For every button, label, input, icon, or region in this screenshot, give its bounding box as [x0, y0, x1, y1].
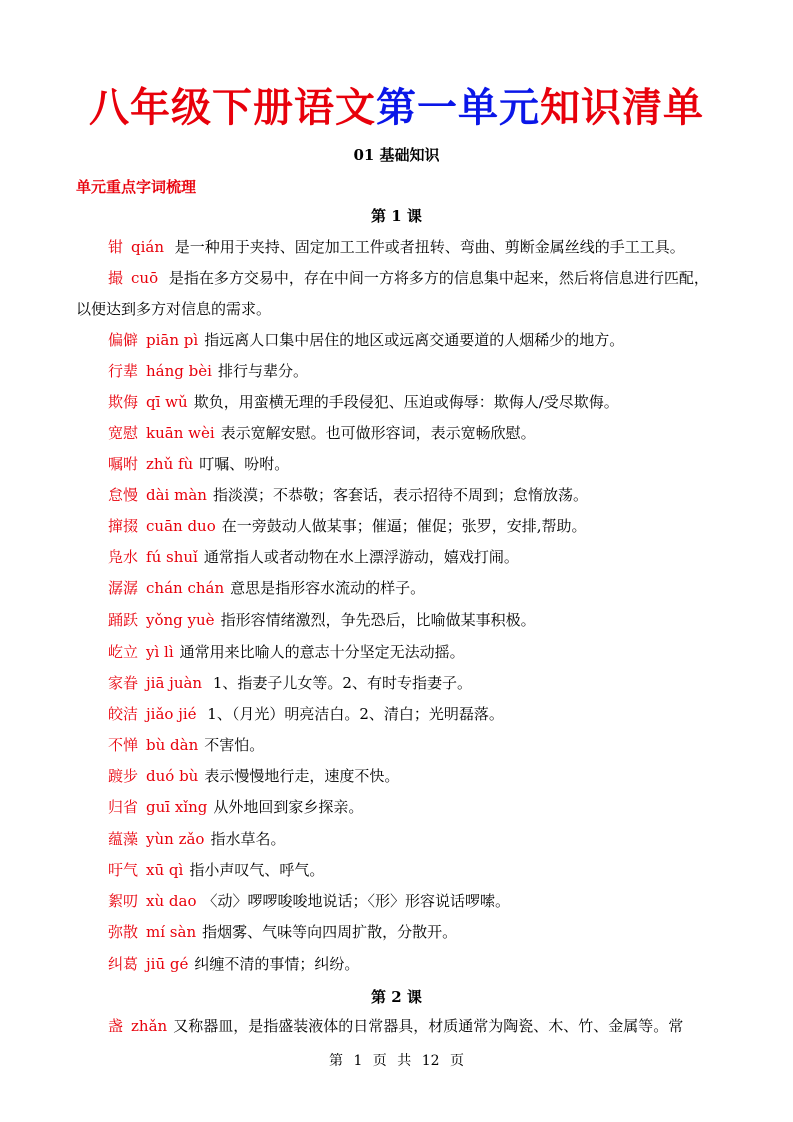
vocab-definition: 指远离人口集中居住的地区或远离交通要道的人烟稀少的地方。 — [204, 331, 625, 349]
vocab-word: 行辈 — [108, 362, 139, 380]
vocab-definition: 通常用来比喻人的意志十分坚定无法动摇。 — [179, 643, 465, 661]
vocab-entry — [76, 917, 718, 948]
vocab-word: 屹立 — [108, 643, 139, 661]
vocab-entry — [76, 730, 718, 761]
vocab-entry — [76, 855, 718, 886]
vocab-definition: 1、指妻子儿女等。2、有时专指妻子。 — [208, 674, 472, 692]
vocab-word: 纠葛 — [108, 955, 139, 973]
vocab-entry — [76, 573, 718, 604]
vocab-word: 家眷 — [108, 674, 139, 692]
vocab-definition: 通常指人或者动物在水上漂浮游动，嬉戏打闹。 — [203, 548, 519, 566]
vocab-pinyin: piān pì — [146, 331, 199, 349]
vocab-definition: 〈动〉啰啰唆唆地说话；〈形〉形容说话啰嗦。 — [202, 892, 510, 910]
vocab-pinyin: qī wǔ — [146, 393, 188, 411]
vocab-definition: 叮嘱、吩咐。 — [199, 455, 290, 473]
document-title — [0, 82, 793, 134]
vocab-word: 钳 — [108, 238, 124, 256]
vocab-definition: 又称器皿，是指盛装液体的日常器具，材质通常为陶瓷、木、竹、金属等。常 — [173, 1017, 684, 1035]
vocab-pinyin: xù dao — [146, 892, 197, 910]
vocab-pinyin: duó bù — [146, 767, 199, 785]
vocab-pinyin: jiū gé — [146, 955, 189, 973]
vocab-definition: 表示宽解安慰。也可做形容词，表示宽畅欣慰。 — [220, 424, 536, 442]
vocab-word: 归省 — [108, 798, 139, 816]
vocab-pinyin: qián — [131, 238, 165, 256]
vocab-word: 潺潺 — [108, 579, 139, 597]
vocab-definition: 在一旁鼓动人做某事；催逼；催促；张罗，安排,帮助。 — [221, 517, 587, 535]
vocab-definition: 不害怕。 — [204, 736, 265, 754]
vocab-word: 絮叨 — [108, 892, 139, 910]
vocab-pinyin: yǒng yuè — [146, 611, 215, 629]
vocab-entry — [76, 637, 718, 668]
vocab-pinyin: bù dàn — [146, 736, 199, 754]
vocab-word: 嘱咐 — [108, 455, 139, 473]
vocab-word: 蕴藻 — [108, 830, 139, 848]
vocab-definition: 指小声叹气、呼气。 — [189, 861, 325, 879]
title-part-1: 八年级下册语文 — [89, 85, 376, 131]
vocab-pinyin: kuān wèi — [146, 424, 215, 442]
vocab-entry — [76, 356, 718, 387]
vocab-word: 凫水 — [108, 548, 139, 566]
vocab-entry — [76, 949, 718, 980]
vocab-definition: 1、（月光）明亮洁白。2、清白；光明磊落。 — [202, 705, 504, 723]
vocab-word: 皎洁 — [108, 705, 139, 723]
vocab-entry — [76, 480, 718, 511]
vocab-word: 怠慢 — [108, 486, 139, 504]
vocab-entry — [76, 761, 718, 792]
vocab-entry — [76, 263, 718, 325]
vocab-definition: 指淡漠；不恭敬；客套话，表示招待不周到；怠惰放荡。 — [212, 486, 588, 504]
vocab-entry — [76, 449, 718, 480]
vocab-entry — [76, 668, 718, 699]
vocab-pinyin: mí sàn — [146, 923, 197, 941]
vocab-definition: 欺负，用蛮横无理的手段侵犯、压迫或侮辱：欺侮人/受尽欺侮。 — [193, 393, 619, 411]
vocab-definition: 排行与辈分。 — [217, 362, 308, 380]
vocab-entry — [76, 886, 718, 917]
vocab-pinyin: guī xǐng — [146, 798, 208, 816]
vocab-word: 踱步 — [108, 767, 139, 785]
vocab-definition: 是一种用于夹持、固定加工工件或者扭转、弯曲、剪断金属丝线的手工工具。 — [170, 238, 685, 256]
vocab-pinyin: jiā juàn — [146, 674, 203, 692]
title-part-2: 第一单元 — [376, 85, 540, 131]
vocab-entry — [76, 325, 718, 356]
vocab-pinyin: xū qì — [146, 861, 184, 879]
sub-heading: 单元重点字词梳理 — [76, 178, 197, 196]
vocab-pinyin: háng bèi — [146, 362, 212, 380]
vocab-pinyin: fú shuǐ — [146, 548, 198, 566]
vocab-word: 踊跃 — [108, 611, 139, 629]
vocab-word: 偏僻 — [108, 331, 139, 349]
lesson-1-heading: 第 1 课 — [371, 207, 422, 225]
vocab-entry — [76, 824, 718, 855]
vocab-definition: 指形容情绪激烈，争先恐后，比喻做某事积极。 — [220, 611, 536, 629]
vocab-definition: 从外地回到家乡探亲。 — [213, 798, 364, 816]
vocab-definition: 指水草名。 — [210, 830, 286, 848]
vocab-pinyin: cuān duo — [146, 517, 216, 535]
vocab-word: 宽慰 — [108, 424, 139, 442]
vocab-definition: 表示慢慢地行走，速度不快。 — [204, 767, 400, 785]
vocab-pinyin: jiǎo jié — [146, 705, 197, 723]
vocab-pinyin: zhǔ fù — [146, 455, 194, 473]
title-part-3: 知识清单 — [540, 85, 704, 131]
vocab-pinyin: cuō — [131, 269, 159, 287]
vocab-entry — [76, 511, 718, 542]
vocab-definition: 意思是指形容水流动的样子。 — [230, 579, 426, 597]
vocab-entry — [76, 605, 718, 636]
vocab-entry — [76, 1011, 718, 1042]
vocab-word: 弥散 — [108, 923, 139, 941]
vocab-pinyin: zhǎn — [131, 1017, 168, 1035]
vocab-entry — [76, 542, 718, 573]
vocab-definition: 是指在多方交易中，存在中间一方将多方的信息集中起来，然后将信息进行匹配，以便达到多方对信息的需求。 — [76, 269, 709, 318]
vocab-entry — [76, 418, 718, 449]
vocab-pinyin: yùn zǎo — [146, 830, 205, 848]
vocab-entry — [76, 387, 718, 418]
vocab-word: 吁气 — [108, 861, 139, 879]
vocab-definition: 指烟雾、气味等向四周扩散，分散开。 — [202, 923, 458, 941]
vocab-pinyin: dài màn — [146, 486, 207, 504]
page-footer: 第 1 页 共 12 页 — [329, 1053, 464, 1069]
vocab-entry — [76, 699, 718, 730]
vocab-word: 盏 — [108, 1017, 124, 1035]
vocab-entry — [76, 792, 718, 823]
vocab-word: 欺侮 — [108, 393, 139, 411]
lesson-2-heading: 第 2 课 — [371, 988, 422, 1006]
vocab-word: 撺掇 — [108, 517, 139, 535]
vocab-word: 不惮 — [108, 736, 139, 754]
vocab-entry — [76, 232, 718, 263]
vocab-pinyin: chán chán — [146, 579, 225, 597]
section-heading: 01 基础知识 — [353, 146, 440, 164]
vocab-definition: 纠缠不清的事情；纠纷。 — [194, 955, 360, 973]
vocab-pinyin: yì lì — [146, 643, 174, 661]
vocab-word: 撮 — [108, 269, 124, 287]
